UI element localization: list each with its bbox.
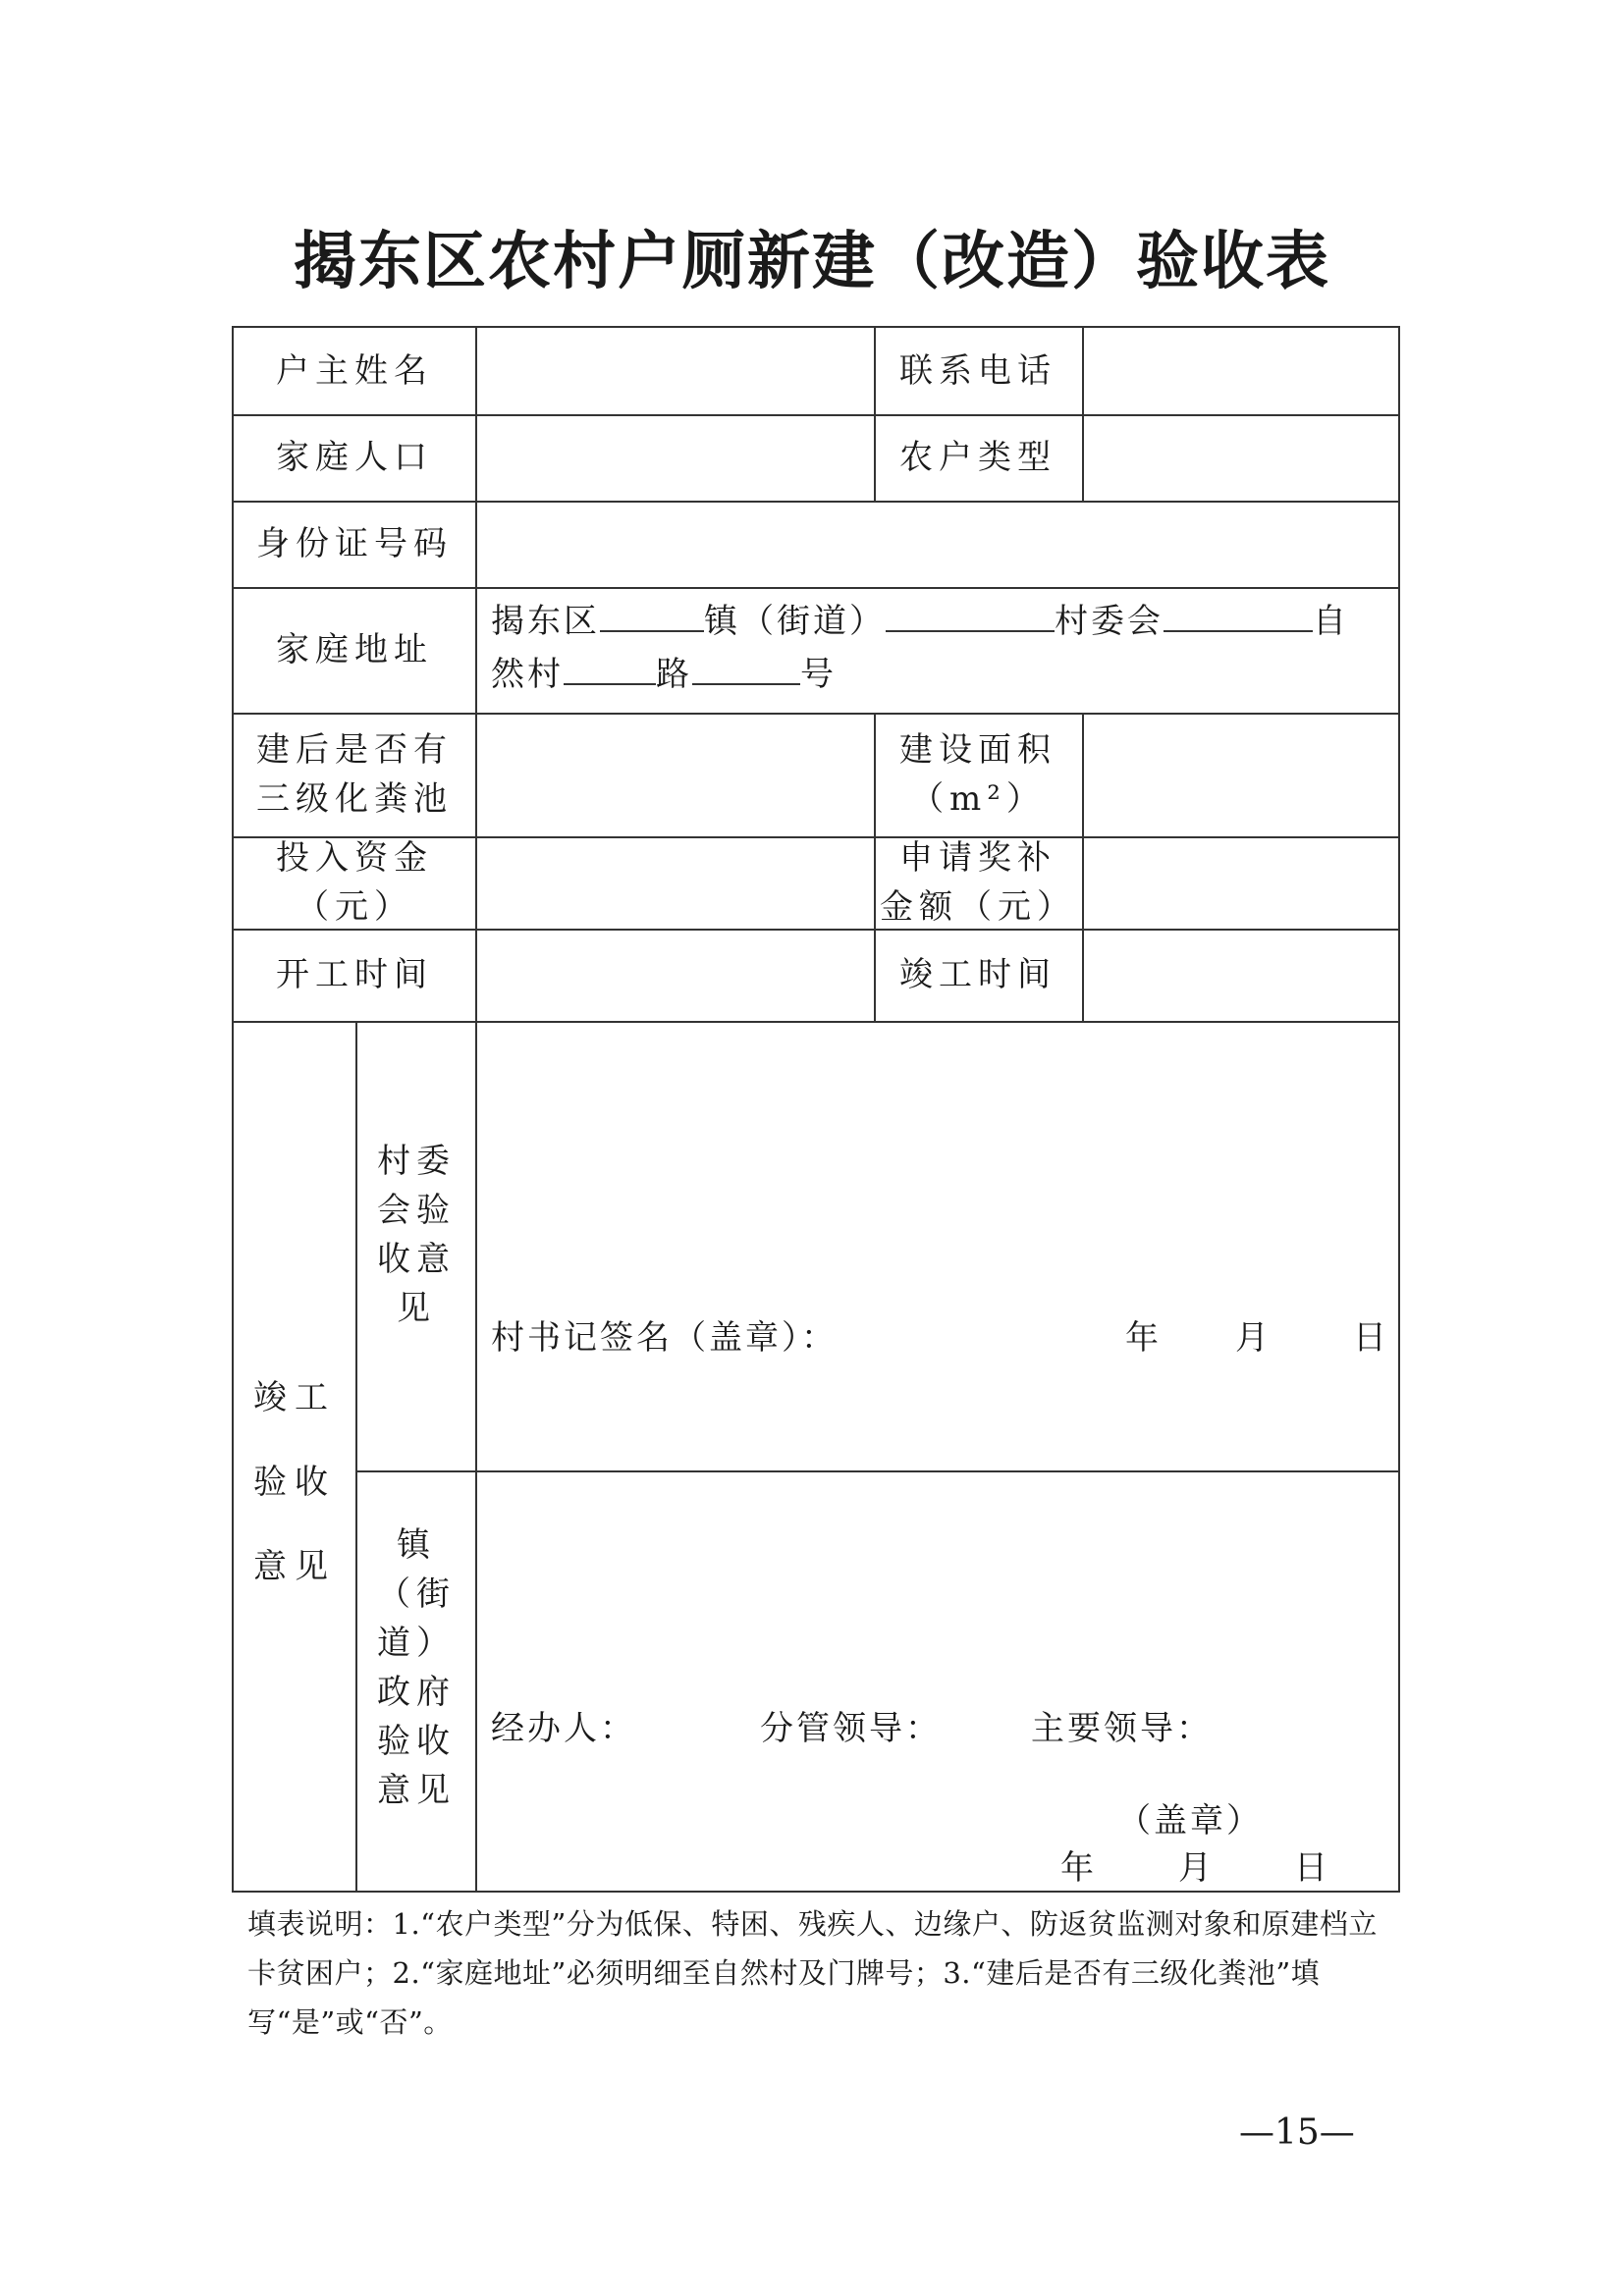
town-month: 月 — [1178, 1848, 1215, 1888]
label-owner-name: 户主姓名 — [276, 351, 433, 391]
label-phone: 联系电话 — [899, 351, 1056, 391]
investment-field[interactable] — [477, 836, 874, 929]
committee-blank[interactable] — [886, 597, 1055, 632]
label-septic-line-1: 建后是否有 — [256, 730, 453, 770]
start-time-field[interactable] — [477, 929, 874, 1021]
label-village-opinion — [357, 1139, 475, 1331]
address-natural-a: 自 — [1313, 602, 1349, 641]
label-acceptance-3: 意见 — [253, 1547, 336, 1586]
road-blank[interactable] — [692, 650, 800, 685]
town-handler-label: 经办人： — [491, 1709, 636, 1748]
address-line-1 — [491, 597, 1349, 646]
village-signature-label: 村书记签名（盖章）： — [491, 1318, 838, 1358]
label-town-opinion — [357, 1518, 475, 1818]
village-day: 日 — [1353, 1318, 1389, 1358]
village-blank[interactable] — [564, 650, 656, 685]
label-town-3: 道） — [377, 1624, 456, 1663]
label-village-4: 见 — [397, 1289, 436, 1328]
label-id-number: 身份证号码 — [256, 524, 453, 563]
label-area-line-2: （m²） — [910, 779, 1046, 819]
id-number-field[interactable] — [477, 501, 1398, 587]
label-area-line-1: 建设面积 — [899, 730, 1056, 770]
address-number: 号 — [800, 655, 837, 694]
natural-village-blank[interactable] — [1164, 597, 1313, 632]
household-size-field[interactable] — [477, 414, 874, 501]
address-committee: 村委会 — [1055, 602, 1164, 641]
label-household-type: 农户类型 — [899, 438, 1056, 477]
label-address: 家庭地址 — [276, 630, 433, 669]
label-construction-area — [874, 713, 1082, 836]
label-septic-tank — [234, 713, 475, 836]
label-septic-line-2: 三级化粪池 — [256, 779, 453, 819]
address-road: 路 — [656, 655, 692, 694]
household-type-field[interactable] — [1084, 414, 1398, 501]
construction-area-field[interactable] — [1084, 713, 1398, 836]
label-village-1: 村委 — [377, 1142, 456, 1181]
label-village-2: 会验 — [377, 1191, 456, 1230]
septic-tank-field[interactable] — [477, 713, 874, 836]
form-title: 揭东区农村户厕新建（改造）验收表 — [294, 225, 1330, 298]
acceptance-form-table — [232, 326, 1400, 1893]
form-instructions: 填表说明：1.“农户类型”分为低保、特困、残疾人、边缘户、防返贫监测对象和原建档立卡贫困户；2.“家庭地址”必须明细至自然村及门牌号；3.“建后是否有三级化粪池”填写“是”或“否”。 — [247, 1907, 1378, 2039]
label-investment-line-1: 投入资金 — [276, 838, 433, 878]
label-investment-line-2: （元） — [296, 887, 413, 927]
label-completion-acceptance — [234, 1353, 355, 1612]
label-town-6: 意见 — [377, 1771, 456, 1810]
address-district: 揭东区 — [491, 602, 600, 641]
label-household-size: 家庭人口 — [276, 438, 433, 477]
owner-name-field[interactable] — [477, 328, 874, 414]
label-start-time: 开工时间 — [276, 955, 433, 994]
address-natural-b: 然村 — [491, 655, 564, 694]
label-town-1: 镇 — [397, 1525, 436, 1565]
village-month: 月 — [1235, 1318, 1272, 1358]
address-town: 镇（街道） — [704, 602, 886, 641]
town-seal-label: （盖章） — [1117, 1801, 1263, 1841]
label-subsidy-line-2: 金额（元） — [880, 887, 1076, 927]
label-investment — [234, 836, 475, 929]
label-subsidy — [874, 836, 1082, 929]
label-subsidy-line-1: 申请奖补 — [899, 838, 1056, 878]
completion-time-field[interactable] — [1084, 929, 1398, 1021]
town-day: 日 — [1294, 1848, 1330, 1888]
label-acceptance-1: 竣工 — [253, 1378, 336, 1417]
town-blank[interactable] — [600, 597, 704, 632]
town-supervisor-label: 分管领导： — [760, 1709, 942, 1748]
town-year: 年 — [1060, 1848, 1097, 1888]
label-village-3: 收意 — [377, 1240, 456, 1279]
phone-field[interactable] — [1084, 328, 1398, 414]
subsidy-field[interactable] — [1084, 836, 1398, 929]
town-leader-label: 主要领导： — [1031, 1709, 1213, 1748]
village-year: 年 — [1125, 1318, 1162, 1358]
label-acceptance-2: 验收 — [253, 1463, 336, 1502]
label-completion-time: 竣工时间 — [899, 955, 1056, 994]
address-line-2 — [491, 650, 837, 699]
page-number: —15— — [1239, 2112, 1355, 2153]
label-town-4: 政府 — [377, 1673, 456, 1712]
label-town-5: 验收 — [377, 1722, 456, 1761]
label-town-2: （街 — [377, 1575, 456, 1614]
